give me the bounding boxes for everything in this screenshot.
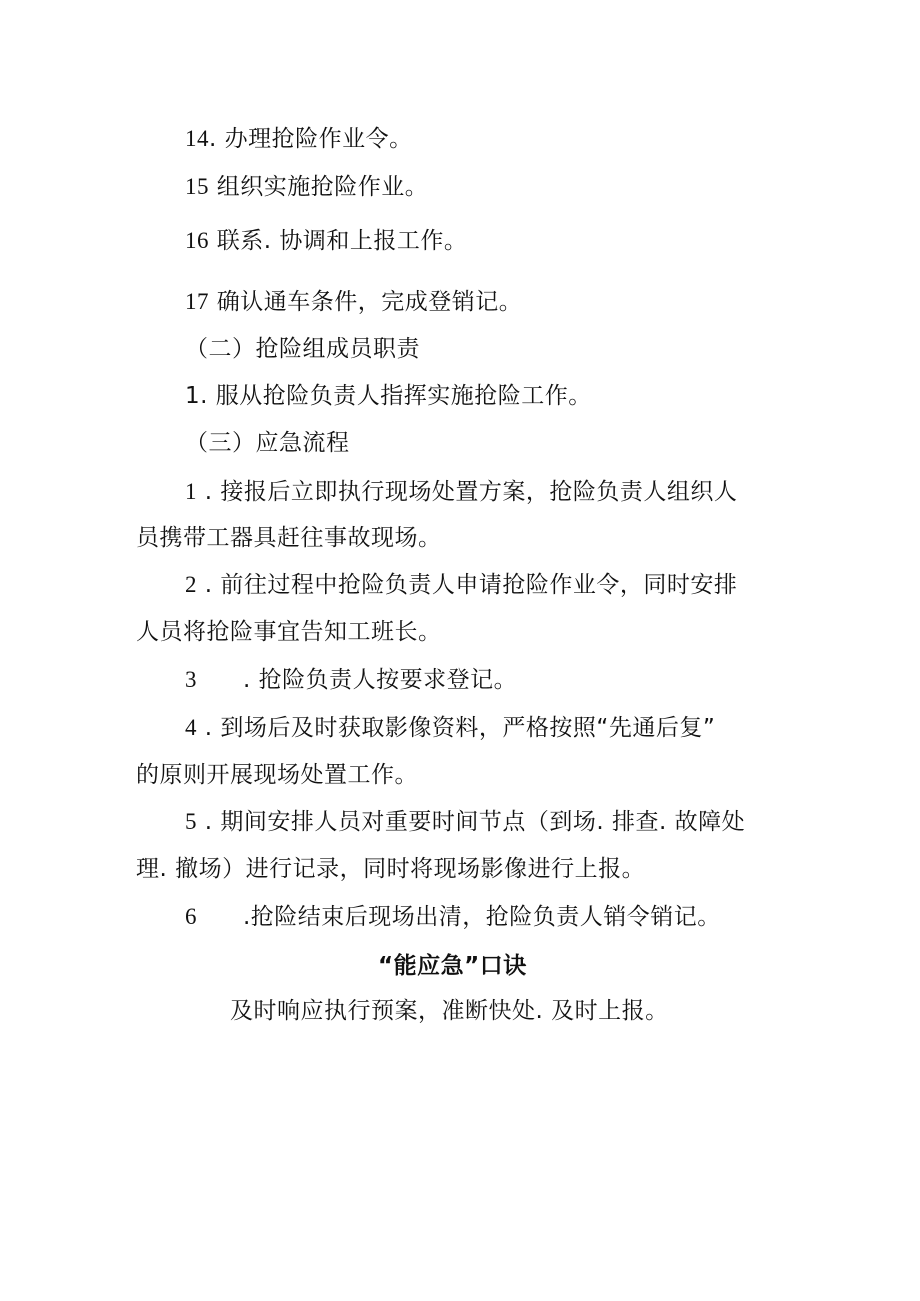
step-text: .抢险结束后现场出清，抢险负责人销令销记。 <box>243 904 721 930</box>
step-2-line-2: 人员将抢险事宜告知工班长。 <box>136 619 442 645</box>
step-4-line-1 <box>185 713 715 743</box>
slogan-title: “能应急”口诀 <box>378 953 527 979</box>
item-text: 联系. 协调和上报工作。 <box>209 228 468 254</box>
step-2-line-1 <box>185 570 737 600</box>
step-text: . 前往过程中抢险负责人申请抢险作业令，同时安排 <box>197 572 738 598</box>
section2-item-1: 1. 服从抢险负责人指挥实施抢险工作。 <box>185 383 592 409</box>
step-number: 6 <box>185 904 197 929</box>
item-text: 确认通车条件，完成登销记。 <box>209 289 523 315</box>
step-number: 3 <box>185 667 197 692</box>
step-5-line-1 <box>185 807 745 837</box>
item-17 <box>185 287 522 317</box>
item-number: 14 <box>185 126 209 151</box>
step-number: 4 <box>185 715 197 740</box>
item-number: 16 <box>185 228 209 253</box>
step-5-line-2: 理. 撤场）进行记录，同时将现场影像进行上报。 <box>136 856 646 882</box>
step-number: 5 <box>185 809 197 834</box>
step-number: 1 <box>185 479 197 504</box>
step-text: . 到场后及时获取影像资料，严格按照“先通后复” <box>197 715 716 741</box>
step-1-line-1 <box>185 477 737 507</box>
step-4-line-2: 的原则开展现场处置工作。 <box>136 762 418 788</box>
item-text: 组织实施抢险作业。 <box>209 174 429 200</box>
item-16 <box>185 226 467 256</box>
step-6-line-1 <box>185 902 721 932</box>
slogan-text: 及时响应执行预案，准断快处. 及时上报。 <box>230 998 669 1024</box>
step-text: . 期间安排人员对重要时间节点（到场. 排查. 故障处 <box>197 809 746 835</box>
step-1-line-2: 员携带工器具赶往事故现场。 <box>136 525 442 551</box>
item-number: 15 <box>185 174 209 199</box>
item-14 <box>185 124 413 154</box>
step-text: . 接报后立即执行现场处置方案，抢险负责人组织人 <box>197 479 738 505</box>
step-text: . 抢险负责人按要求登记。 <box>243 667 518 693</box>
section-heading-2: （二）抢险组成员职责 <box>185 336 420 362</box>
item-15 <box>185 172 428 202</box>
step-number: 2 <box>185 572 197 597</box>
item-text: . 办理抢险作业令。 <box>209 126 413 152</box>
step-3-line-1 <box>185 665 517 695</box>
item-number: 17 <box>185 289 209 314</box>
section-heading-3: （三）应急流程 <box>185 430 350 456</box>
